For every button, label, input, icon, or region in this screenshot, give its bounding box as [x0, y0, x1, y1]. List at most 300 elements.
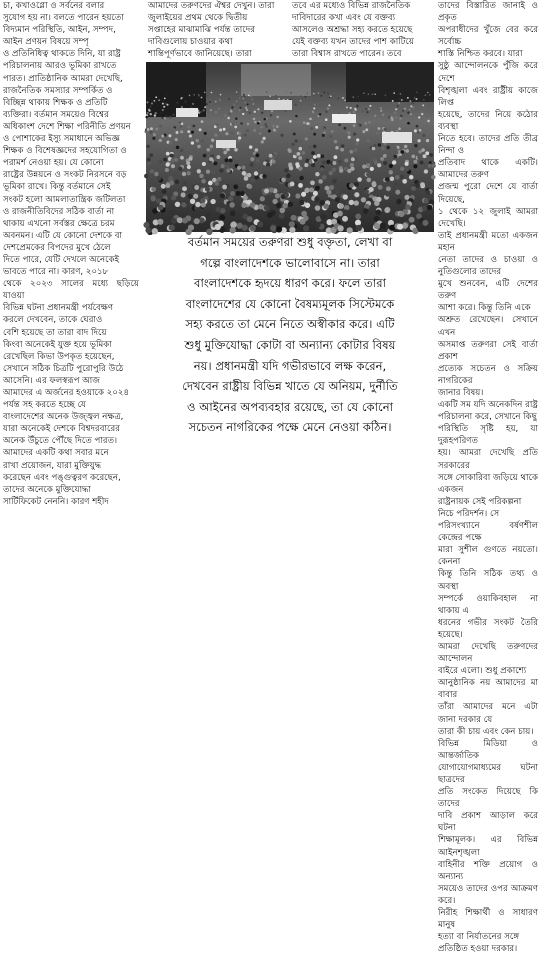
crowd-head	[422, 205, 428, 211]
article-text-line: পরামর্শ নেওয়া হয়। যে কোনো	[3, 158, 104, 169]
crowd-head	[182, 172, 186, 176]
crowd-head	[257, 122, 260, 125]
crowd-head	[150, 169, 154, 173]
crowd-head	[415, 183, 420, 188]
pull-quote-line: শুধু মুক্তিযোদ্ধা কোটা বা অন্যান্য কোটার বিষয়	[184, 337, 396, 352]
crowd-head	[214, 181, 219, 186]
crowd-head	[337, 211, 343, 217]
crowd-head	[348, 136, 351, 139]
crowd-head	[250, 202, 255, 207]
crowd-head	[305, 96, 307, 98]
crowd-head	[171, 159, 175, 163]
crowd-head	[197, 145, 200, 148]
crowd-head	[269, 154, 273, 158]
crowd-head	[380, 157, 384, 161]
crowd-head	[354, 192, 359, 197]
crowd-head	[220, 193, 225, 198]
crowd-head	[355, 142, 358, 145]
crowd-head	[214, 134, 217, 137]
crowd-head	[344, 99, 346, 101]
crowd-head	[209, 157, 213, 161]
crowd-head	[323, 203, 329, 209]
article-text-line: তবে এর মধ্যেও বিভিন্ন রাজনৈতিক	[292, 1, 411, 11]
pull-quote	[144, 232, 436, 440]
crowd-head	[325, 111, 327, 113]
crowd-head	[165, 168, 169, 172]
crowd-head	[399, 211, 405, 217]
crowd-head	[334, 140, 337, 143]
crowd-head	[295, 162, 299, 166]
crowd-head	[147, 161, 151, 165]
crowd-head	[412, 102, 414, 104]
article-text-line: রাষ্ট্রনায়ক সেই পরিকল্পনা	[438, 496, 522, 507]
crowd-head	[366, 178, 371, 183]
crowd-head	[364, 189, 369, 194]
crowd-head	[362, 130, 365, 133]
crowd-head	[423, 99, 425, 101]
crowd-head	[335, 189, 340, 194]
crowd-head	[381, 147, 385, 151]
crowd-head	[194, 218, 200, 224]
crowd-head	[201, 97, 203, 99]
crowd-head	[148, 109, 150, 111]
crowd-head	[215, 224, 221, 230]
crowd-head	[357, 105, 359, 107]
crowd-head	[181, 202, 186, 207]
crowd-head	[215, 111, 217, 113]
crowd-head	[247, 184, 252, 189]
crowd-head	[335, 197, 340, 202]
crowd-head	[245, 107, 247, 109]
crowd-head	[166, 152, 170, 156]
crowd-head	[197, 169, 201, 173]
crowd-head	[353, 111, 355, 113]
crowd-head	[264, 205, 270, 211]
pull-quote-line: সহ্য করতে তা মেনে নিতে অস্বীকার করে। এটি	[185, 317, 395, 332]
article-text-line: বাংলাদেশের অনেক উজ্জ্বল নক্ষত্র,	[3, 412, 124, 423]
crowd-head	[339, 169, 343, 173]
article-text-line: তাঁরা আমাদের মনে এটা জানা দরকার যে	[438, 702, 538, 725]
crowd-head	[229, 202, 234, 207]
middle-subcolumn-left	[148, 0, 286, 60]
crowd-head	[290, 182, 295, 187]
crowd-head	[188, 194, 193, 199]
crowd-head	[264, 118, 267, 121]
crowd-head	[231, 221, 237, 227]
crowd-head	[306, 122, 309, 125]
crowd-head	[203, 154, 207, 158]
crowd-head	[343, 127, 346, 130]
crowd-head	[159, 159, 163, 163]
crowd-head	[272, 160, 276, 164]
crowd-head	[255, 148, 259, 152]
crowd-head	[394, 147, 398, 151]
crowd-head	[315, 126, 318, 129]
crowd-head	[412, 106, 414, 108]
crowd-head	[204, 132, 207, 135]
crowd-head	[397, 105, 399, 107]
crowd-head	[400, 93, 402, 95]
crowd-head	[382, 114, 384, 116]
crowd-head	[207, 148, 211, 152]
crowd-head	[154, 172, 158, 176]
crowd-head	[310, 180, 315, 185]
crowd-head	[266, 91, 268, 93]
crowd-head	[193, 125, 196, 128]
crowd-head	[395, 108, 397, 110]
crowd-head	[349, 200, 354, 205]
crowd-head	[303, 225, 309, 231]
crowd-head	[146, 112, 148, 114]
crowd-head	[276, 116, 278, 118]
crowd-head	[233, 184, 238, 189]
crowd-head	[264, 189, 269, 194]
crowd-head	[383, 154, 387, 158]
crowd-head	[251, 98, 253, 100]
crowd-head	[417, 139, 420, 142]
crowd-head	[306, 92, 308, 94]
crowd-head	[411, 155, 415, 159]
crowd-head	[269, 188, 274, 193]
crowd-head	[320, 214, 326, 220]
crowd-head	[275, 95, 277, 97]
crowd-head	[309, 118, 312, 121]
crowd-head	[151, 196, 156, 201]
crowd-head	[405, 149, 409, 153]
crowd-head	[391, 119, 394, 122]
crowd-head	[183, 181, 188, 186]
crowd-head	[426, 139, 429, 142]
crowd-head	[161, 184, 166, 189]
crowd-head	[249, 92, 251, 94]
crowd-head	[384, 128, 387, 131]
article-text-line: নেতা তাদের ও চাওয়া ও নুতিগুলোর তাদের	[438, 254, 538, 278]
crowd-head	[416, 91, 418, 93]
crowd-head	[172, 127, 175, 130]
crowd-head	[337, 225, 343, 231]
crowd-head	[239, 109, 241, 111]
crowd-head	[405, 162, 409, 166]
crowd-head	[242, 225, 248, 231]
crowd-head	[378, 127, 381, 130]
crowd-head	[231, 123, 234, 126]
crowd-head	[270, 114, 272, 116]
crowd-head	[272, 199, 277, 204]
crowd-head	[322, 127, 325, 130]
crowd-head	[315, 172, 319, 176]
crowd-head	[384, 207, 390, 213]
crowd-head	[357, 96, 359, 98]
crowd-head	[333, 155, 337, 159]
crowd-head	[176, 146, 180, 150]
crowd-head	[288, 149, 292, 153]
crowd-head	[235, 117, 238, 120]
crowd-head	[158, 205, 164, 211]
crowd-head	[211, 170, 215, 174]
article-text-line: জানার বিষয়।	[438, 388, 484, 398]
crowd-head	[181, 97, 183, 99]
crowd-head	[375, 210, 381, 216]
article-text-line: বিচ্ছিন্ন থাকায় শিক্ষক ও প্রতিটি	[3, 97, 108, 108]
crowd-head	[261, 140, 264, 143]
crowd-head	[429, 94, 431, 96]
crowd-head	[313, 133, 316, 136]
crowd-head	[422, 220, 428, 226]
crowd-head	[263, 137, 266, 140]
article-text-line: পরিস্থিতি সৃষ্টি হয়, যা দুরূহপরিণত	[438, 424, 538, 447]
crowd-head	[331, 130, 334, 133]
crowd-head	[180, 130, 183, 133]
crowd-head	[233, 103, 235, 105]
crowd-head	[432, 164, 436, 168]
crowd-head	[315, 186, 320, 191]
article-text-line: পর্যন্ত সহ করতে হচ্ছে যে	[3, 400, 87, 411]
crowd-head	[149, 153, 153, 157]
article-text-line: হয়েছে, তাদের নিয়ে কঠোর ব্যবস্থা	[438, 109, 538, 132]
article-text-line: রাখা প্রয়োজন, যারা মুক্তিযুদ্ধ	[3, 460, 102, 471]
crowd-head	[355, 213, 361, 219]
article-text-line: পারত। প্রাতিষ্ঠানিক আমরা দেখেছি,	[3, 73, 123, 84]
crowd-head	[397, 224, 403, 230]
crowd-head	[226, 148, 230, 152]
crowd-head	[389, 164, 393, 168]
crowd-head	[230, 110, 232, 112]
crowd-head	[372, 93, 374, 95]
crowd-head	[249, 112, 251, 114]
crowd-head	[329, 171, 333, 175]
crowd-head	[313, 107, 315, 109]
crowd-head	[326, 190, 331, 195]
crowd-head	[152, 137, 155, 140]
crowd-head	[298, 166, 302, 170]
crowd-head	[250, 225, 256, 231]
crowd-head	[182, 186, 187, 191]
crowd-head	[347, 131, 350, 134]
crowd-head	[291, 215, 297, 221]
crowd-head	[195, 202, 200, 207]
crowd-head	[200, 198, 205, 203]
article-text-line: কিংবা অনেকেই যুক্ত হয়ে ভূমিকা	[3, 339, 112, 350]
article-text-line: আমাদের একটি কথা সবার মনে	[3, 448, 109, 459]
crowd-head	[399, 98, 401, 100]
pull-quote-line: নয়। প্রধানমন্ত্রী যদি গভীরভাবে লক্ষ করেন,	[193, 358, 387, 373]
crowd-head	[219, 99, 221, 101]
article-text-line: প্রতিবাদ থাকে একটি। আমাদের তরুণ	[438, 158, 538, 181]
article-text-line: করলে দেখবেন, তাকে ঘেরাও	[3, 315, 103, 326]
crowd-head	[168, 176, 173, 181]
crowd-head	[275, 193, 280, 198]
crowd-head	[374, 201, 379, 206]
crowd-head	[254, 111, 256, 113]
crowd-head	[170, 181, 175, 186]
crowd-head	[170, 154, 174, 158]
crowd-head	[369, 157, 373, 161]
article-text-line: তাদের বিস্তারিত জানাই ও প্রকৃত	[438, 1, 538, 24]
crowd-head	[281, 178, 286, 183]
crowd-head	[163, 158, 167, 162]
crowd-head	[289, 120, 292, 123]
crowd-protest-photo	[146, 62, 434, 232]
crowd-head	[321, 154, 325, 158]
crowd-head	[284, 168, 288, 172]
pull-quote-line: গল্পে বাংলাদেশকে ভালোবাসে না। তারা	[200, 255, 380, 270]
crowd-head	[417, 156, 421, 160]
pull-quote-line: বাংলাদেশের যে কোনো বৈষম্যমূলক সিস্টেমকে	[185, 296, 395, 311]
crowd-head	[389, 170, 393, 174]
crowd-head	[194, 225, 200, 231]
crowd-head	[362, 165, 366, 169]
crowd-head	[190, 199, 195, 204]
crowd-head	[259, 132, 262, 135]
crowd-head	[369, 187, 374, 192]
crowd-head	[405, 204, 411, 210]
crowd-head	[338, 124, 341, 127]
crowd-head	[394, 182, 399, 187]
article-text-line: আমরা দেখেছি তরুণদের আন্দোলন	[438, 641, 538, 665]
crowd-head	[276, 125, 279, 128]
crowd-head	[312, 110, 314, 112]
crowd-head	[305, 137, 308, 140]
crowd-head	[303, 121, 306, 124]
crowd-head	[286, 91, 288, 93]
crowd-head	[162, 109, 164, 111]
crowd-head	[314, 104, 316, 106]
crowd-head	[198, 95, 200, 97]
crowd-head	[172, 114, 174, 116]
crowd-head	[161, 117, 163, 119]
crowd-head	[236, 91, 238, 93]
article-text-line: বেশি হয়েছে তা তারা বাদ দিয়ে	[3, 327, 107, 338]
crowd-head	[241, 166, 245, 170]
crowd-head	[253, 129, 256, 132]
article-text-line: বিভিন্ন ঘটনা প্রধানমন্ত্রী পর্যবেক্ষণ	[3, 303, 114, 314]
crowd-head	[349, 183, 354, 188]
crowd-head	[370, 167, 374, 171]
crowd-head	[367, 139, 370, 142]
crowd-head	[300, 100, 302, 102]
crowd-head	[425, 190, 430, 195]
crowd-head	[318, 179, 323, 184]
crowd-head	[243, 110, 245, 112]
crowd-head	[260, 196, 265, 201]
crowd-head	[421, 148, 425, 152]
crowd-head	[224, 114, 226, 116]
crowd-head	[380, 223, 386, 229]
crowd-head	[181, 106, 183, 108]
crowd-head	[271, 110, 273, 112]
crowd-head	[309, 160, 313, 164]
crowd-head	[166, 94, 168, 96]
crowd-head	[213, 161, 217, 165]
crowd-head	[295, 139, 298, 142]
crowd-head	[343, 209, 349, 215]
crowd-head	[240, 122, 243, 125]
crowd-head	[393, 92, 395, 94]
crowd-head	[225, 132, 228, 135]
crowd-head	[231, 106, 233, 108]
crowd-head	[291, 143, 294, 146]
article-text-line: অবনমন। এটি যে কোনো দেশকে বা	[3, 230, 122, 241]
article-text-line: করেছেন এবং পঙ্গুত্বরণ করেছেন,	[3, 472, 121, 483]
article-text-line: ও রাজনীতিবিদের সঠিক বার্তা না	[3, 206, 115, 217]
crowd-head	[423, 198, 428, 203]
crowd-head	[353, 124, 356, 127]
crowd-head	[407, 112, 409, 114]
pull-quote-line: সচেতন নাগরিকের পক্ষে মেনে নেওয়া কঠিন।	[188, 420, 392, 435]
crowd-head	[332, 168, 336, 172]
crowd-head	[274, 152, 278, 156]
crowd-head	[216, 155, 220, 159]
crowd-head	[400, 175, 405, 180]
crowd-head	[159, 139, 162, 142]
crowd-head	[407, 122, 410, 125]
article-text-line: চা, কখাওগ্লো ও সর্বনের বলার	[3, 1, 105, 11]
article-text-line: ভাবতে পারে না। কারণ, ২০১৮	[3, 267, 109, 278]
crowd-head	[317, 154, 321, 158]
crowd-head	[378, 185, 383, 190]
crowd-head	[175, 180, 180, 185]
crowd-head	[363, 92, 365, 94]
pull-quote-line: দেখবেন রাষ্ট্রীয় বিভিন্ন খাতে যে অনিয়ম, দুর্নীতি	[182, 379, 398, 394]
crowd-head	[338, 203, 344, 209]
crowd-head	[358, 123, 361, 126]
crowd-head	[178, 167, 182, 171]
crowd-head	[301, 192, 306, 197]
crowd-head	[298, 156, 302, 160]
article-text-line: প্রতি সংকেত দিয়েছে কি তাদের	[438, 787, 538, 810]
crowd-head	[199, 128, 202, 131]
article-text-line: বিশৃঙ্খলা এবং রাষ্ট্রীয় কাজে লিপ্ত	[438, 85, 538, 108]
crowd-head	[273, 129, 276, 132]
crowd-head	[279, 213, 285, 219]
crowd-head	[363, 208, 369, 214]
crowd-head	[218, 108, 220, 110]
crowd-head	[208, 181, 213, 186]
crowd-head	[206, 103, 208, 105]
crowd-head	[286, 174, 290, 178]
crowd-head	[422, 104, 424, 106]
crowd-head	[390, 177, 395, 182]
crowd-head	[352, 96, 354, 98]
crowd-head	[219, 215, 225, 221]
crowd-head	[180, 149, 184, 153]
crowd-head	[242, 171, 246, 175]
crowd-head	[344, 167, 348, 171]
crowd-head	[199, 174, 203, 178]
crowd-head	[343, 194, 348, 199]
crowd-head	[145, 116, 147, 118]
crowd-head	[238, 132, 241, 135]
crowd-head	[223, 128, 226, 131]
crowd-head	[210, 109, 212, 111]
article-text-line: মুখে শুনবেন, এটি দেশের তরুণ	[438, 279, 538, 302]
article-text-line: সুযোগ হয় না। বলতে পারেন হয়তো	[3, 13, 124, 24]
crowd-head	[422, 134, 425, 137]
crowd-head	[244, 176, 249, 181]
crowd-head	[421, 113, 423, 115]
crowd-head	[187, 165, 191, 169]
crowd-head	[229, 158, 233, 162]
crowd-head	[372, 181, 377, 186]
crowd-head	[204, 92, 206, 94]
crowd-head	[395, 175, 400, 180]
crowd-head	[256, 159, 260, 163]
crowd-head	[210, 199, 215, 204]
crowd-head	[428, 164, 432, 168]
crowd-head	[153, 100, 155, 102]
crowd-head	[327, 108, 329, 110]
crowd-head	[189, 134, 192, 137]
